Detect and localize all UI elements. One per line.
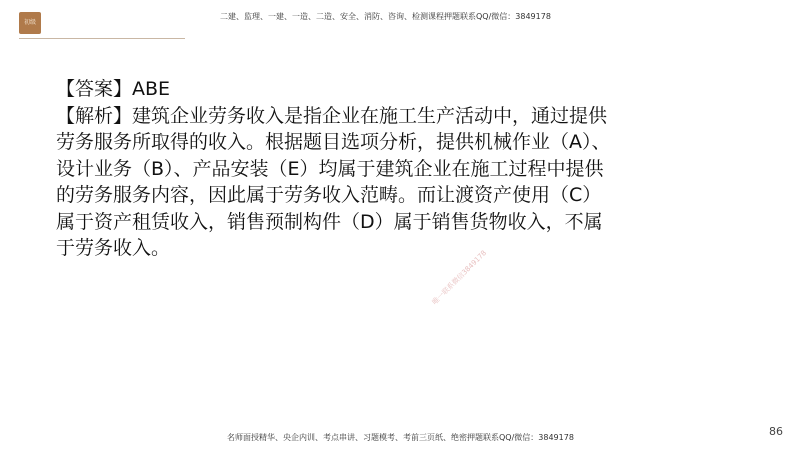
watermark-text: 唯一联系微信3849178 — [430, 248, 489, 307]
analysis-paragraph: 【解析】建筑企业劳务收入是指企业在施工生产活动中，通过提供劳务服务所取得的收入。根据题目选项分析，提供机械作业（A）、设计业务（B）、产品安装（E）均属于建筑企业在施工过程中提供的劳务服务内容，因此属于劳务收入范畴。而让渡资产使用（C）属于资产租赁收入，销售预制构件（D）属于销售货物收入，不属于劳务收入。 — [56, 104, 611, 259]
page-number: 86 — [769, 425, 783, 438]
logo-text: 初级 — [23, 19, 36, 26]
answer-line: 【答案】ABE — [56, 78, 171, 100]
answer-content — [56, 76, 616, 262]
brand-logo — [19, 12, 41, 34]
footer-contact-text: 名师面授精华、央企内训、考点串讲、习题模考、考前三页纸、绝密押题联系QQ/微信：3849178 — [227, 433, 574, 442]
header-contact-text: 二建、监理、一建、一造、二造、安全、消防、咨询、检测课程押题联系QQ/微信：3849178 — [220, 12, 551, 21]
header-divider — [19, 38, 185, 39]
